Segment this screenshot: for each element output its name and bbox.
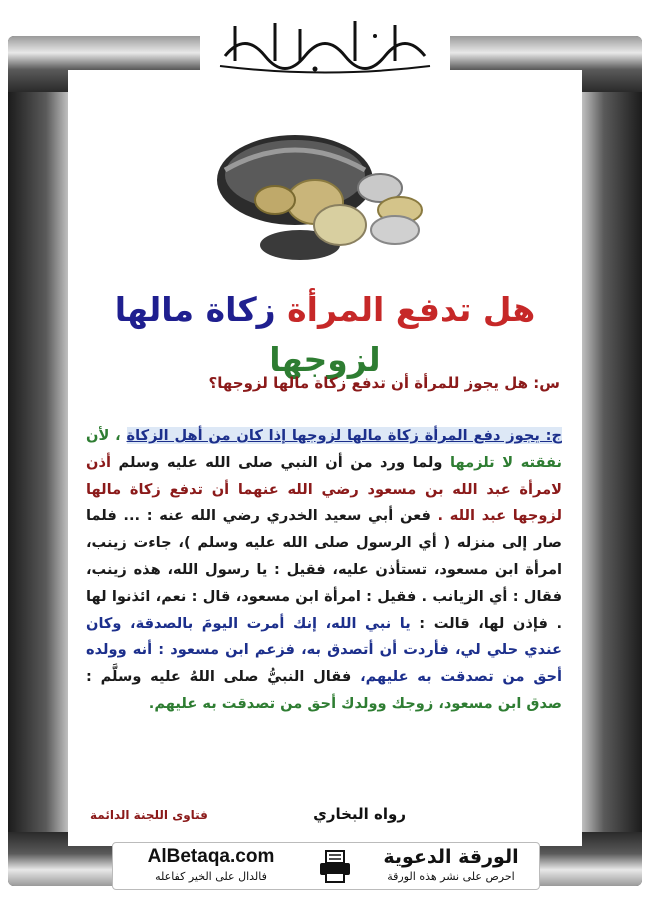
- basmala-calligraphy: [200, 8, 450, 84]
- footer-bar: [112, 842, 540, 890]
- answer-segment-2: ، لأن نفقته لا تلزمها: [86, 427, 562, 471]
- title-part-4: لزوجها: [269, 340, 381, 379]
- answer-segment-4: أذن لامرأة عبد الله بن مسعود رضي الله عنهما أن تدفع زكاة مالها لزوجها عبد الله .: [86, 453, 562, 525]
- hadith-source: رواه البخاري: [313, 805, 406, 823]
- answer-segment-3: ولما ورد من أن النبي صلى الله عليه وسلم: [118, 453, 443, 471]
- footer-title: الورقة الدعوية: [383, 846, 519, 868]
- page-title: [68, 285, 582, 385]
- footer-website: [121, 845, 301, 885]
- footer-brand: [371, 845, 531, 885]
- printer-icon: [317, 849, 353, 885]
- answer-segment-1: ج: يجوز دفع المرأة زكاة مالها لزوجها إذا كان من أهل الزكاة: [126, 427, 562, 444]
- answer-segment-6: يا نبي الله، إنك أمرت اليومَ بالصدقة، وكان عندي حلي لي، فأردت أن أتصدق به، فزعم ابن مسعود : أنه وولده أحق من تصدقت به عليهم،: [86, 614, 562, 686]
- footer-subtitle: احرص على نشر هذه الورقة: [387, 870, 515, 883]
- answer-segment-8: صدق ابن مسعود، زوجك وولدك أحق من تصدقت به عليهم.: [148, 694, 562, 712]
- fatwa-source: فتاوى اللجنة الدائمة: [90, 808, 208, 822]
- basmala-logo: [205, 11, 445, 81]
- title-part-3: زكاة مالها: [114, 290, 276, 329]
- title-part-2: المرأة: [287, 290, 385, 329]
- answer-segment-7: فقال النبيُّ صلى اللهُ عليه وسلَّم :: [86, 668, 352, 686]
- question-text: س: هل يجوز للمرأة أن تدفع زكاة مالها لزوجها؟: [208, 374, 560, 392]
- answer-text: [86, 423, 562, 718]
- title-part-1: هل تدفع: [395, 290, 536, 329]
- answer-segment-5: فعن أبي سعيد الخدري رضي الله عنه : ... فلما صار إلى منزله ( أي الرسول صلى الله عليه وسلم )، جاءت زينب، امرأة ابن مسعود، تستأذن عليه، فقيل : يا رسول الله، هذه زينب، فقال : أي الزيانب . فقيل : امرأة ابن مسعود، قال : نعم، ائذنوا لها . فإذن لها، قالت :: [86, 507, 562, 632]
- coin-purse-image: [205, 130, 435, 265]
- website-link[interactable]: AlBetaqa.com: [147, 846, 275, 867]
- footer-slogan: فالدال على الخير كفاعله: [155, 870, 267, 883]
